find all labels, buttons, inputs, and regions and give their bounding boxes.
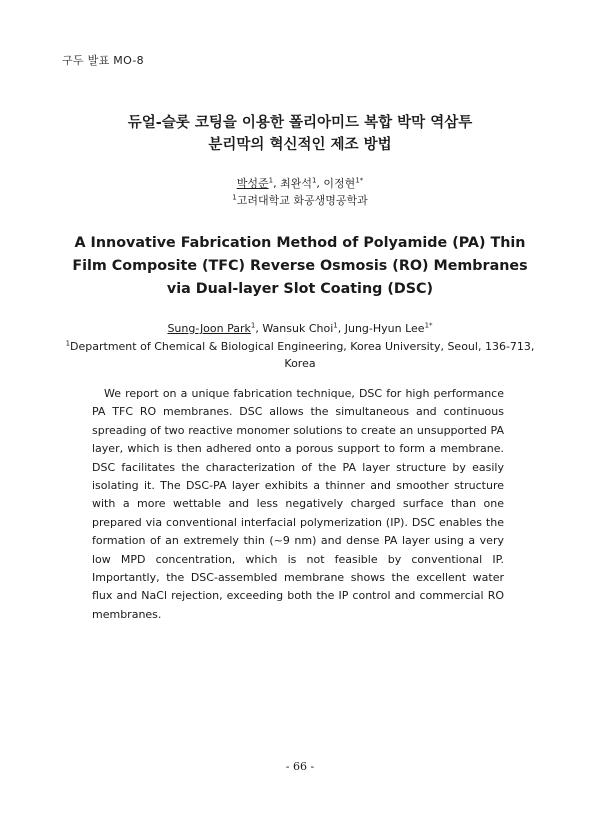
english-author-name: Wansuk Choi: [262, 322, 334, 335]
korean-affiliation: [0, 192, 600, 209]
page-number: - 66 -: [285, 760, 315, 773]
author-separator: ,: [316, 177, 324, 190]
english-author-sup: 1: [333, 321, 338, 330]
korean-affiliation-text: 고려대학교 화공생명공학과: [236, 194, 368, 207]
korean-title-line-2: 분리막의 혁신적인 제조 방법: [208, 137, 392, 153]
korean-author-sup: 1: [268, 176, 274, 185]
affiliation-sup: 1: [65, 339, 71, 348]
korean-title-line-1: 듀얼-슬롯 코팅을 이용한 폴리아미드 복합 박막 역삼투: [127, 115, 473, 131]
korean-authors: [0, 175, 600, 192]
english-author-name: Jung-Hyun Lee: [344, 322, 425, 335]
korean-author-sup: 1: [311, 176, 317, 185]
korean-author-name: 최완석: [280, 177, 312, 190]
korean-author-sup: 1*: [355, 176, 364, 185]
english-affiliation-text: Department of Chemical & Biological Engineering, Korea University, Seoul, 136-713, Korea: [70, 340, 535, 370]
abstract-body: We report on a unique fabrication technique, DSC for high performance PA TFC RO membranes. DSC allows the simultaneous and continuous spreading of two reactive monomer solutions to create an unsupported PA layer, which is then adhered onto a porous support to form a membrane. DSC facilitates the characterization of the PA layer structure by easily isolating it. The DSC-PA layer exhibits a thinner and smoother structure with a more wettable and less negatively charged surface than one prepared via conventional interfacial polymerization (IP). DSC enables the formation of an extremely thin (~9 nm) and dense PA layer using a very low MPD concentration, which is not feasible by conventional IP. Importantly, the DSC-assembled membrane shows the excellent water flux and NaCl rejection, exceeding both the IP control and commercial RO membranes.: [92, 387, 504, 621]
english-title-line-2: Film Composite (TFC) Reverse Osmosis (RO) Membranes: [72, 258, 528, 274]
english-title: [0, 232, 600, 301]
korean-author-name: 이정현: [323, 177, 356, 190]
english-authors: [0, 320, 600, 337]
author-separator: ,: [337, 322, 345, 335]
english-title-line-1: A Innovative Fabrication Method of Polyamide (PA) Thin: [74, 235, 526, 251]
korean-title: [0, 112, 600, 156]
session-label: 구두 발표 MO-8: [62, 54, 144, 67]
english-author-sup: 1: [250, 321, 256, 330]
english-author-name: Sung-Joon Park: [167, 322, 251, 335]
affiliation-sup: 1: [232, 193, 237, 202]
english-author-sup: 1*: [424, 321, 433, 330]
author-separator: ,: [255, 322, 263, 335]
korean-author-name: 박성준: [236, 177, 269, 190]
author-separator: ,: [273, 177, 281, 190]
english-title-line-3: via Dual-layer Slot Coating (DSC): [166, 281, 434, 297]
english-affiliation: [0, 338, 600, 372]
